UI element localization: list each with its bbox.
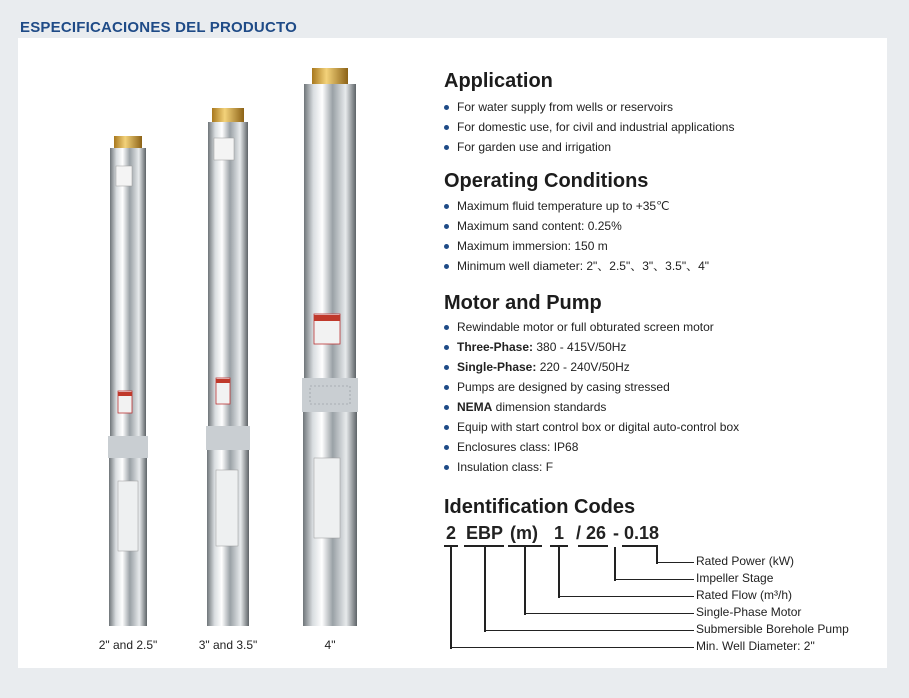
bullet-icon [444, 264, 449, 269]
code-part-slash: / [576, 523, 582, 543]
leader-line [558, 596, 694, 597]
code-part-power: 0.18 [624, 523, 660, 543]
list-item: Rewindable motor or full obturated screen motor [444, 317, 739, 337]
code-part-phase: (m) [510, 523, 538, 543]
bullet-icon [444, 365, 449, 370]
leader-line [450, 647, 694, 648]
code-part-pump-type: EBP [466, 523, 504, 543]
bullet-icon [444, 445, 449, 450]
code-underline [578, 545, 608, 547]
bullet-icon [444, 325, 449, 330]
code-part-flow: 1 [554, 523, 565, 543]
section-title-identification-codes: Identification Codes [444, 496, 636, 518]
motor-and-pump-list [444, 317, 739, 477]
code-part-dash: - [613, 523, 619, 543]
bullet-icon [444, 105, 449, 110]
pump-image-2in [106, 136, 150, 626]
bullet-icon [444, 465, 449, 470]
section-title-motor-and-pump: Motor and Pump [444, 292, 602, 314]
bullet-icon [444, 244, 449, 249]
leader-line [524, 613, 694, 614]
list-item: Insulation class: F [444, 457, 739, 477]
page-header-title: ESPECIFICACIONES DEL PRODUCTO [20, 19, 297, 36]
operating-conditions-list [444, 196, 709, 276]
pump-caption-3in: 3" and 3.5" [198, 638, 258, 652]
list-item: For domestic use, for civil and industrial applications [444, 117, 734, 137]
pump-caption-4in: 4" [324, 638, 336, 652]
leader-line [484, 547, 486, 632]
code-part-diameter: 2 [446, 523, 457, 543]
list-item: Maximum fluid temperature up to +35℃ [444, 196, 709, 216]
bullet-icon [444, 345, 449, 350]
list-item: NEMA dimension standards [444, 397, 739, 417]
list-item: Pumps are designed by casing stressed [444, 377, 739, 397]
leader-line [656, 562, 694, 563]
list-item: Enclosures class: IP68 [444, 437, 739, 457]
pump-image-4in [300, 68, 360, 626]
pump-image-3in [206, 108, 250, 626]
code-label-impeller-stage: Impeller Stage [696, 571, 774, 585]
list-item: Maximum immersion: 150 m [444, 236, 709, 256]
leader-line [524, 547, 526, 615]
section-title-application: Application [444, 70, 553, 92]
list-item: Three-Phase: 380 - 415V/50Hz [444, 337, 739, 357]
code-label-rated-flow: Rated Flow (m³/h) [696, 588, 793, 602]
bullet-icon [444, 204, 449, 209]
bullet-icon [444, 224, 449, 229]
code-label-well-diameter: Min. Well Diameter: 2" [696, 639, 815, 653]
list-item: Single-Phase: 220 - 240V/50Hz [444, 357, 739, 377]
bullet-icon [444, 425, 449, 430]
list-item: For garden use and irrigation [444, 137, 734, 157]
application-list [444, 97, 734, 157]
list-item: Equip with start control box or digital auto-control box [444, 417, 739, 437]
leader-line [484, 630, 694, 631]
list-item: Maximum sand content: 0.25% [444, 216, 709, 236]
code-underline [622, 545, 658, 547]
bullet-icon [444, 385, 449, 390]
bullet-icon [444, 405, 449, 410]
leader-line [450, 547, 452, 649]
code-label-rated-power: Rated Power (kW) [696, 554, 795, 568]
leader-line [614, 547, 616, 581]
section-title-operating-conditions: Operating Conditions [444, 170, 649, 192]
leader-line [614, 579, 694, 580]
list-item: For water supply from wells or reservoirs [444, 97, 734, 117]
leader-line [558, 547, 560, 598]
bullet-icon [444, 125, 449, 130]
code-label-pump-type: Submersible Borehole Pump [696, 622, 849, 636]
pump-caption-2in: 2" and 2.5" [98, 638, 158, 652]
code-part-stage: 26 [586, 523, 607, 543]
bullet-icon [444, 145, 449, 150]
list-item: Minimum well diameter: 2"、2.5"、3"、3.5"、4" [444, 256, 709, 276]
code-label-single-phase: Single-Phase Motor [696, 605, 802, 619]
product-panel [18, 38, 887, 668]
